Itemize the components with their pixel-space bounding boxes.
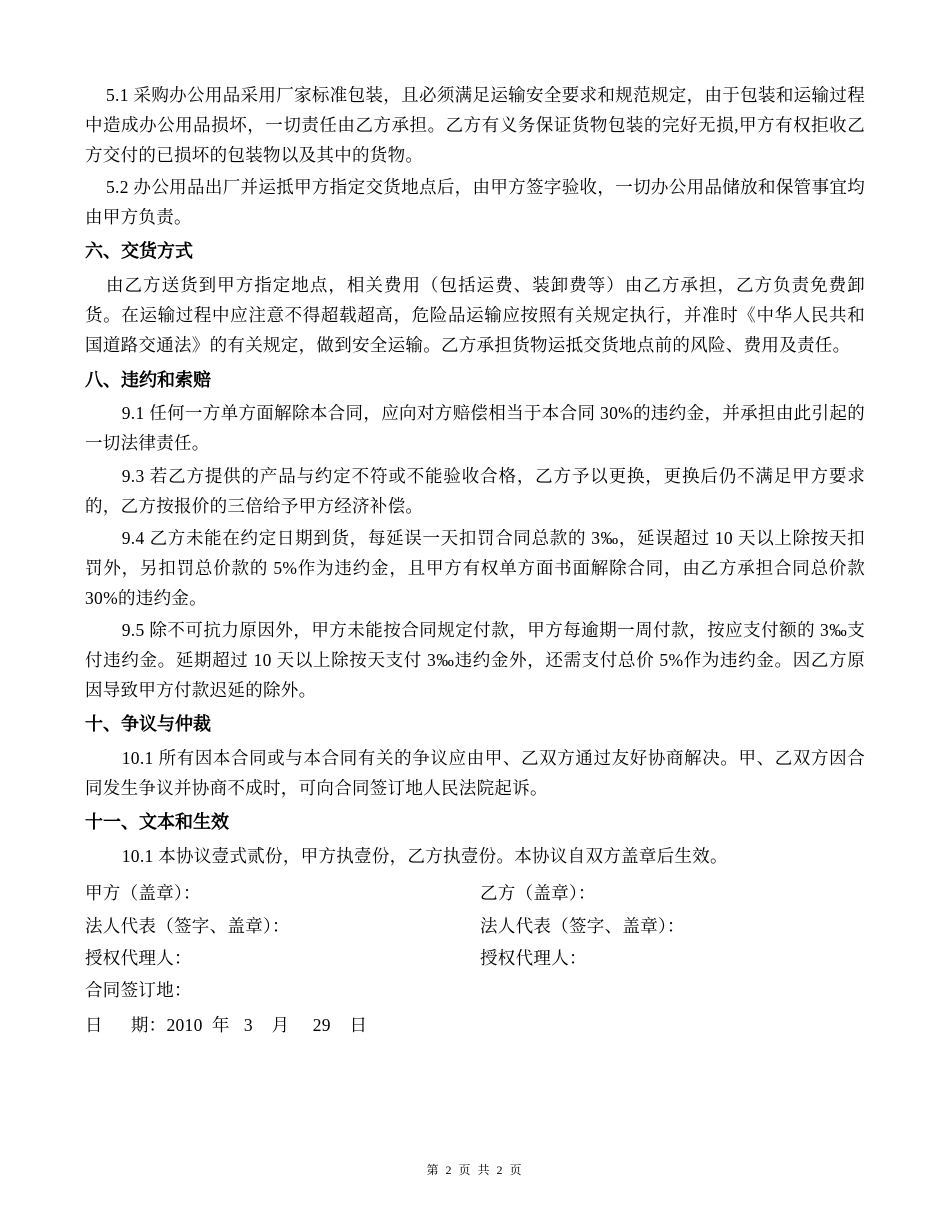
party-a-agent-label: 授权代理人： xyxy=(85,947,192,968)
page-number-label: 第 2 页 共 2 页 xyxy=(426,1163,524,1177)
heading-section-6-delivery: 六、交货方式 xyxy=(85,241,193,262)
paragraph-9-4: 9.4 乙方未能在约定日期到货，每延误一天扣罚合同总款的 3‰，延误超过 10 天以上除按天扣罚外，另扣罚总价款的 5%作为违约金，且甲方有权单方面书面解除合同，由乙方承担合同总价款 30%的违约金。 xyxy=(85,527,865,608)
paragraph-9-5: 9.5 除不可抗力原因外，甲方未能按合同规定付款，甲方每逾期一周付款，按应支付额的 3‰支付违约金。延期超过 10 天以上除按天支付 3‰违约金外，还需支付总价 5%作为违约金。因乙方原因导致甲方付款迟延的除外。 xyxy=(85,620,865,701)
party-b-agent-label: 授权代理人： xyxy=(480,947,587,968)
date-line: 日 期：2010 年 3 月 29 日 xyxy=(85,1014,368,1035)
paragraph-9-3: 9.3 若乙方提供的产品与约定不符或不能验收合格，乙方予以更换，更换后仍不满足甲方要求的，乙方按报价的三倍给予甲方经济补偿。 xyxy=(85,465,865,516)
signing-place-right-empty xyxy=(480,974,865,1006)
heading-section-11-effectiveness: 十一、文本和生效 xyxy=(85,812,229,833)
signature-block xyxy=(85,877,865,1041)
paragraph-5-2: 5.2 办公用品出厂并运抵甲方指定交货地点后，由甲方签字验收，一切办公用品储放和保管事宜均由甲方负责。 xyxy=(85,177,865,228)
paragraph-10-1: 10.1 所有因本合同或与本合同有关的争议应由甲、乙双方通过友好协商解决。甲、乙双方因合同发生争议并协商不成时，可向合同签订地人民法院起诉。 xyxy=(85,748,865,799)
paragraph-9-1: 9.1 任何一方单方面解除本合同，应向对方赔偿相当于本合同 30%的违约金，并承担由此引起的一切法律责任。 xyxy=(85,403,865,454)
heading-section-8-breach: 八、违约和索赔 xyxy=(85,369,211,390)
signature-row-legal-rep xyxy=(85,910,865,942)
heading-section-10-dispute: 十、争议与仲裁 xyxy=(85,714,211,735)
signing-place-label: 合同签订地： xyxy=(85,980,192,1001)
signature-row-agent xyxy=(85,942,865,974)
party-b-legal-rep-label: 法人代表（签字、盖章）： xyxy=(480,915,685,936)
paragraph-delivery: 由乙方送货到甲方指定地点，相关费用（包括运费、装卸费等）由乙方承担，乙方负责免费卸货。在运输过程中应注意不得超载超高，危险品运输应按照有关规定执行，并准时《中华人民共和国道路交通法》的有关规定，做到安全运输。乙方承担货物运抵交货地点前的风险、费用及责任。 xyxy=(85,275,865,356)
page-footer xyxy=(0,1161,950,1178)
party-a-legal-rep-label: 法人代表（签字、盖章）： xyxy=(85,915,290,936)
document-content xyxy=(85,80,865,1041)
signature-row-signing-place xyxy=(85,974,865,1006)
signature-row-seal xyxy=(85,877,865,909)
party-b-seal-label: 乙方（盖章）： xyxy=(480,883,596,904)
party-a-seal-label: 甲方（盖章）： xyxy=(85,883,201,904)
paragraph-copies: 10.1 本协议壹式贰份，甲方执壹份，乙方执壹份。本协议自双方盖章后生效。 xyxy=(121,846,728,867)
paragraph-5-1: 5.1 采购办公用品采用厂家标准包装，且必须满足运输安全要求和规范规定，由于包装和运输过程中造成办公用品损坏，一切责任由乙方承担。乙方有义务保证货物包装的完好无损,甲方有权拒收乙方交付的已损坏的包装物以及其中的货物。 xyxy=(85,85,865,166)
